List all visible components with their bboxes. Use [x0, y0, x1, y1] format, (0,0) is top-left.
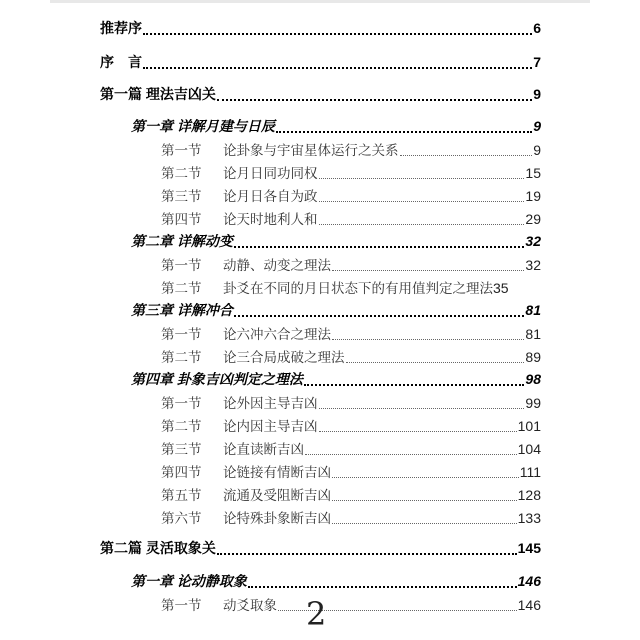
toc-page-number: 145 — [517, 540, 541, 556]
toc-entry-title — [161, 254, 331, 274]
toc-entry-title — [161, 208, 318, 228]
toc-entry-title — [161, 162, 318, 182]
dot-leader — [319, 201, 525, 202]
toc-page-number: 32 — [525, 233, 541, 249]
section-title: 论六冲六合之理法 — [223, 327, 331, 343]
page-number: 2 — [306, 595, 327, 633]
toc-entry-chapter[interactable] — [131, 571, 541, 591]
toc-page-number: 9 — [533, 142, 541, 158]
dot-leader — [319, 224, 525, 225]
toc-entry-chapter[interactable] — [131, 116, 541, 136]
section-title: 论特殊卦象断吉凶 — [223, 511, 331, 527]
dot-leader — [217, 553, 517, 555]
toc-entry-section[interactable] — [161, 507, 541, 527]
dot-leader — [143, 33, 532, 35]
toc-entry-title — [161, 185, 318, 205]
toc-page-number: 81 — [525, 326, 541, 342]
page-top-border — [50, 0, 590, 3]
section-title: 卦爻在不同的月日状态下的有用值判定之理法 — [223, 281, 493, 297]
toc-entry-chapter[interactable] — [131, 231, 541, 251]
toc-entry-title — [161, 438, 304, 458]
toc-entry-chapter[interactable] — [131, 369, 541, 389]
toc-entry-title: 第二篇 灵活取象关 — [100, 540, 216, 556]
toc-page-number: 81 — [525, 302, 541, 318]
toc-entry-title: 第一章 详解月建与日辰 — [131, 118, 275, 134]
toc-entry-section[interactable] — [161, 162, 541, 182]
dot-leader — [143, 67, 532, 69]
toc-entry-section[interactable] — [161, 594, 541, 614]
toc-page-number: 35 — [493, 280, 509, 296]
toc-page-number: 101 — [517, 418, 541, 434]
dot-leader — [346, 362, 525, 363]
toc-entry-part[interactable] — [100, 538, 541, 558]
toc-entry-title: 序 言 — [100, 54, 142, 70]
section-number: 第二节 — [161, 281, 202, 297]
toc-page-number: 99 — [525, 395, 541, 411]
section-title: 论月日各自为政 — [223, 189, 318, 205]
toc-entry-title: 第四章 卦象吉凶判定之理法 — [131, 371, 303, 387]
section-number: 第五节 — [161, 488, 202, 504]
toc-entry-section[interactable] — [161, 484, 541, 504]
section-title: 论三合局成破之理法 — [223, 350, 345, 366]
section-number: 第一节 — [161, 258, 202, 274]
toc-page-number: 146 — [517, 573, 541, 589]
dot-leader — [332, 270, 524, 271]
dot-leader — [248, 586, 517, 588]
toc-entry-title: 第一章 论动静取象 — [131, 573, 247, 589]
dot-leader — [305, 454, 517, 455]
toc-entry-section[interactable] — [161, 323, 541, 343]
section-number: 第一节 — [161, 598, 202, 614]
section-number: 第一节 — [161, 143, 202, 159]
toc-entry-section[interactable] — [161, 208, 541, 228]
section-number: 第一节 — [161, 327, 202, 343]
section-number: 第二节 — [161, 419, 202, 435]
toc-page-number: 19 — [525, 188, 541, 204]
toc-entry-title — [161, 507, 331, 527]
section-number: 第三节 — [161, 442, 202, 458]
section-title: 论内因主导吉凶 — [223, 419, 318, 435]
toc-entry-title — [161, 415, 318, 435]
toc-entry-title: 第三章 详解冲合 — [131, 302, 233, 318]
toc-entry-title — [161, 484, 331, 504]
dot-leader — [332, 500, 517, 501]
dot-leader — [217, 99, 532, 101]
section-number: 第二节 — [161, 350, 202, 366]
toc-entry-part[interactable] — [100, 18, 541, 38]
section-number: 第四节 — [161, 212, 202, 228]
toc-page-number: 128 — [517, 487, 541, 503]
toc-page-number: 98 — [525, 371, 541, 387]
toc-entry-title — [161, 277, 493, 297]
dot-leader — [400, 155, 533, 156]
toc-entry-title: 第二章 详解动变 — [131, 233, 233, 249]
section-number: 第四节 — [161, 465, 202, 481]
toc-entry-section[interactable] — [161, 346, 541, 366]
toc-entry-title — [161, 346, 345, 366]
toc-entry-title — [161, 139, 399, 159]
toc-entry-section[interactable] — [161, 438, 541, 458]
toc-entry-chapter[interactable] — [131, 300, 541, 320]
section-title: 动静、动变之理法 — [223, 258, 331, 274]
toc-entry-title: 第一篇 理法吉凶关 — [100, 86, 216, 102]
toc-page-number: 9 — [533, 86, 541, 102]
dot-leader — [332, 523, 517, 524]
section-number: 第二节 — [161, 166, 202, 182]
section-title: 论卦象与宇宙星体运行之关系 — [223, 143, 399, 159]
section-title: 论月日同功同权 — [223, 166, 318, 182]
toc-page-number: 9 — [533, 118, 541, 134]
toc-page-number: 104 — [517, 441, 541, 457]
dot-leader — [319, 431, 517, 432]
toc-entry-section[interactable] — [161, 277, 551, 297]
dot-leader — [234, 246, 525, 248]
toc-page-number: 146 — [517, 597, 541, 613]
toc-entry-part[interactable] — [100, 84, 541, 104]
toc-entry-section[interactable] — [161, 415, 541, 435]
toc-entry-title — [161, 323, 331, 343]
section-title: 动爻取象 — [223, 598, 277, 614]
toc-page-number: 133 — [517, 510, 541, 526]
toc-entry-section[interactable] — [161, 461, 541, 481]
toc-page-number: 89 — [525, 349, 541, 365]
dot-leader — [332, 477, 519, 478]
section-title: 论天时地利人和 — [223, 212, 318, 228]
toc-page-number: 7 — [533, 54, 541, 70]
section-title: 论链接有情断吉凶 — [223, 465, 331, 481]
dot-leader — [276, 131, 532, 133]
toc-page-number: 32 — [525, 257, 541, 273]
dot-leader — [319, 408, 525, 409]
toc-page-number: 15 — [525, 165, 541, 181]
toc-entry-section[interactable] — [161, 185, 541, 205]
toc-entry-title: 推荐序 — [100, 20, 142, 36]
section-title: 论外因主导吉凶 — [223, 396, 318, 412]
toc-page-number: 29 — [525, 211, 541, 227]
toc-entry-section[interactable] — [161, 139, 541, 159]
section-number: 第三节 — [161, 189, 202, 205]
toc-entry-title — [161, 461, 331, 481]
toc-entry-section[interactable] — [161, 392, 541, 412]
toc-page-number: 111 — [519, 464, 541, 480]
section-title: 流通及受阻断吉凶 — [223, 488, 331, 504]
toc-entry-title — [161, 594, 277, 614]
dot-leader — [304, 384, 525, 386]
dot-leader — [332, 339, 524, 340]
section-title: 论直读断吉凶 — [223, 442, 304, 458]
dot-leader — [234, 315, 525, 317]
toc-page-number: 6 — [533, 20, 541, 36]
toc-entry-section[interactable] — [161, 254, 541, 274]
dot-leader — [319, 178, 525, 179]
section-number: 第六节 — [161, 511, 202, 527]
toc-entry-title — [161, 392, 318, 412]
toc-entry-part[interactable] — [100, 52, 541, 72]
section-number: 第一节 — [161, 396, 202, 412]
